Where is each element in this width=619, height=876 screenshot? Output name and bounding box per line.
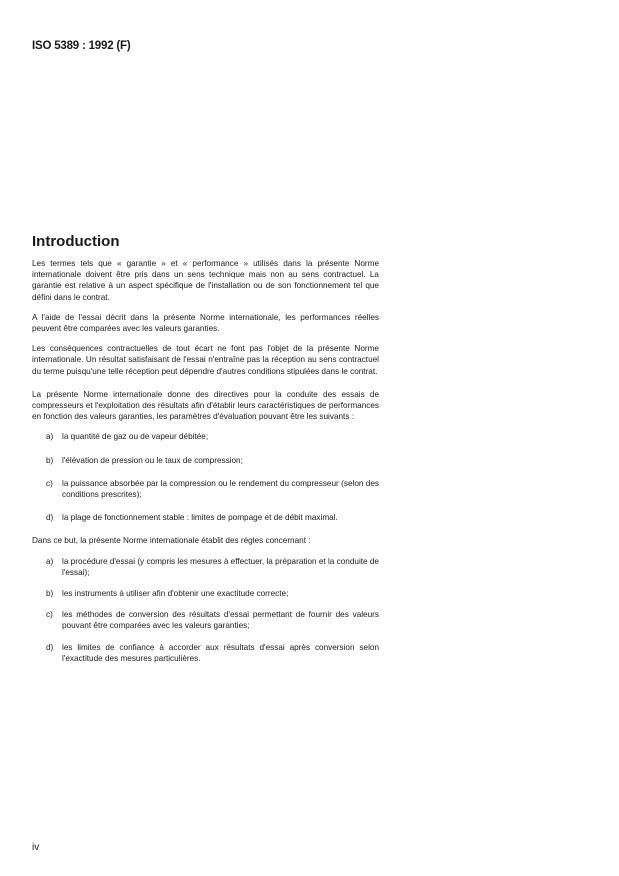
list-text: la quantité de gaz ou de vapeur débitée; bbox=[62, 432, 209, 442]
list-item bbox=[46, 556, 379, 578]
list-marker: a) bbox=[46, 432, 54, 442]
list-text: les limites de confiance à accorder aux résultats d'essai après conversion selon l'exactitude des mesures particulières. bbox=[62, 642, 379, 663]
list-text: l'élévation de pression ou le taux de compression; bbox=[62, 455, 243, 465]
list-text: la puissance absorbée par la compression ou le rendement du compresseur (selon des conditions prescrites); bbox=[62, 478, 379, 500]
list-text: les méthodes de conversion des résultats d'essai permettant de fournir des valeurs pouvant être comparées avec les valeurs garanties; bbox=[62, 610, 379, 631]
section-title: Introduction bbox=[32, 233, 120, 250]
list-text: les instruments à utiliser afin d'obtenir une exactitude correcte; bbox=[62, 589, 289, 599]
list-text: la plage de fonctionnement stable : limites de pompage et de débit maximal. bbox=[62, 513, 338, 523]
paragraph: A l'aide de l'essai décrit dans la présente Norme internationale, les performances réelles peuvent être comparées avec les valeurs garanties. bbox=[32, 312, 379, 334]
list-marker: c) bbox=[46, 478, 53, 488]
page-number: iv bbox=[32, 842, 40, 853]
document-header: ISO 5389 : 1992 (F) bbox=[32, 40, 131, 52]
list-item bbox=[46, 431, 379, 442]
list-item bbox=[46, 512, 379, 523]
list-item bbox=[46, 455, 379, 466]
list-marker: b) bbox=[46, 589, 54, 599]
list-marker: a) bbox=[46, 556, 54, 566]
list-marker: c) bbox=[46, 610, 53, 620]
list-text: la procédure d'essai (y compris les mesures à effectuer, la préparation et la conduite de l'essai); bbox=[62, 556, 379, 577]
list-item bbox=[46, 642, 379, 664]
paragraph: Les conséquences contractuelles de tout écart ne font pas l'objet de la présente Norme internationale. Un résultat satisfaisant de l'essai n'entraîne pas la réception au sens contractuel du terme puisqu'une telle réception peut dépendre d'autres conditions stipulées dans le contrat. bbox=[32, 344, 379, 376]
list-item bbox=[46, 609, 379, 631]
list-marker: b) bbox=[46, 455, 54, 465]
paragraph: Les termes tels que « garantie » et « performance » utilisés dans la présente Norme internationale doivent être pris dans un sens technique mais non au sens contractuel. La garantie est relative à un aspect spécifique de l'installation ou de son fonctionnement tel que défini dans le contrat. bbox=[32, 259, 379, 302]
list-marker: d) bbox=[46, 642, 54, 652]
list-item bbox=[46, 588, 379, 599]
section-body bbox=[32, 258, 379, 676]
parameter-list bbox=[32, 431, 379, 523]
paragraph: La présente Norme internationale donne des directives pour la conduite des essais de compresseurs et l'exploitation des résultats afin d'établir leurs caractéristiques de performances en fonction des valeurs garanties, les paramètres d'évaluation pouvant être les suivants : bbox=[32, 389, 379, 422]
paragraph: Dans ce but, la présente Norme internationale établit des règles concernant : bbox=[32, 536, 311, 546]
list-item bbox=[46, 478, 379, 500]
list-marker: d) bbox=[46, 513, 54, 523]
rules-list bbox=[32, 556, 379, 664]
